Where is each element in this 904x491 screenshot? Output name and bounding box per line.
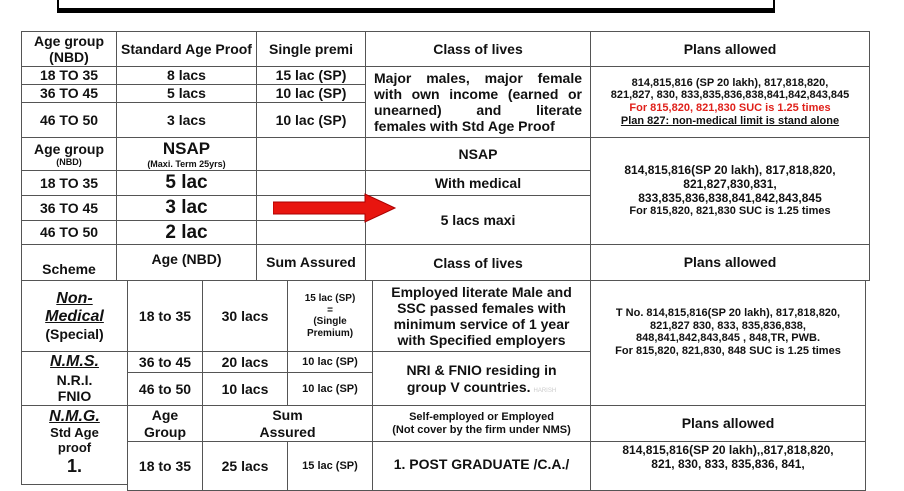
- age-cell: 46 TO 50: [21, 102, 117, 138]
- nsap-term-label: (Maxi. Term 25yrs): [147, 158, 226, 169]
- class-line: Employed literate Male and: [391, 283, 572, 300]
- header-plans-allowed: Plans allowed: [590, 31, 870, 67]
- watermark: HARISH: [533, 387, 557, 394]
- sp-line: 15 lac (SP): [304, 293, 356, 304]
- plans-line: T No. 814,815,816(SP 20 lakh), 817,818,820,: [615, 307, 841, 319]
- sp-cell: 10 lac (SP): [256, 102, 366, 138]
- sum-cell: 10 lacs: [202, 372, 288, 406]
- sp-cell: 10 lac (SP): [287, 372, 373, 406]
- std-cell: 3 lacs: [116, 102, 257, 138]
- nsap-age-header: [21, 137, 117, 171]
- class-line: minimum service of 1 year: [393, 316, 570, 332]
- plans-line: 833,835,836,838,841,842,843,845: [638, 190, 822, 205]
- age-cell: 36 TO 45: [21, 84, 117, 103]
- sp-cell: 10 lac (SP): [256, 84, 366, 103]
- nms-class: [372, 351, 591, 406]
- plans-line: 821,827, 830, 833,835,836,838,841,842,843,845: [610, 89, 850, 102]
- nbd-label: (NBD): [56, 156, 82, 167]
- nmg-sub: 1.: [66, 456, 82, 477]
- nmg-title: N.M.G.: [49, 408, 100, 425]
- nmg-sub: proof: [57, 440, 92, 456]
- plans-allowed-nsap: [590, 137, 870, 245]
- header-plans-allowed: Plans allowed: [590, 244, 870, 281]
- plans-line: For 815,820, 821,830 SUC is 1.25 times: [629, 205, 831, 218]
- non-medical-sub: (Special): [45, 326, 104, 343]
- sp-line: =: [327, 304, 333, 316]
- std-cell: 5 lacs: [116, 84, 257, 103]
- plans-line: 814,815,816(SP 20 lakh),,817,818,820,: [622, 443, 834, 457]
- nmg-scheme: [21, 405, 128, 485]
- nmg-class: 1. POST GRADUATE /C.A./: [372, 441, 591, 491]
- class-line: Major males, major female: [374, 69, 582, 86]
- sum-cell: 25 lacs: [202, 441, 288, 491]
- nsap-class-title: NSAP: [365, 137, 591, 171]
- class-line: females with Std Age Proof: [374, 118, 555, 135]
- nmg-plans: [590, 441, 866, 491]
- header-class-of-lives: Class of lives: [365, 244, 591, 281]
- nms-sub: N.R.I.: [56, 371, 93, 388]
- age-cell: 46 to 50: [127, 372, 203, 406]
- age-cell: 18 to 35: [127, 441, 203, 491]
- nmg-sub: Std Age: [50, 425, 99, 441]
- header-single-premium: Single premi: [256, 31, 366, 67]
- class-line: unearned) and literate: [374, 102, 582, 118]
- sp-line: (Single: [313, 316, 347, 327]
- header-sum-assured: Sum Assured: [256, 244, 366, 281]
- sp-cell: 10 lac (SP): [287, 351, 373, 373]
- age-group-label: Age group: [34, 140, 104, 157]
- age-cell: 36 TO 45: [21, 195, 117, 221]
- nmg-age-header: Age Group: [127, 405, 203, 442]
- nsap-cell: 2 lac: [116, 220, 257, 245]
- header-standard-age-proof: Standard Age Proof: [116, 31, 257, 67]
- age-cell: 18 to 35: [127, 280, 203, 352]
- class-line: NRI & FNIO residing in: [406, 362, 557, 379]
- right-arrow-icon: [273, 193, 398, 225]
- nms-sub: FNIO: [57, 387, 92, 404]
- header-age-nbd: Age (NBD): [116, 244, 257, 281]
- header-class-of-lives: Class of lives: [365, 31, 591, 67]
- plans-line: 814,815,816 (SP 20 lakh), 817,818,820,: [631, 76, 829, 89]
- plans-line: 814,815,816(SP 20 lakh), 817,818,820,: [624, 162, 836, 177]
- class-line: with Specified employers: [397, 332, 566, 349]
- age-cell: 18 TO 35: [21, 170, 117, 196]
- max-cell: 5 lacs maxi: [365, 195, 591, 245]
- class-line: with own income (earned or: [374, 85, 582, 102]
- class-line: SSC passed females with: [397, 299, 566, 316]
- with-medical-cell: With medical: [365, 170, 591, 196]
- age-cell: 36 to 45: [127, 351, 203, 373]
- header-scheme: Scheme: [21, 244, 117, 281]
- nmg-class-header: [372, 405, 591, 442]
- non-medical-title: Non-Medical: [45, 289, 104, 325]
- class-of-lives-standard: [365, 66, 591, 138]
- nmg-plans-header: Plans allowed: [590, 405, 866, 442]
- plans-line: 821,827,830,831,: [683, 176, 777, 191]
- plans-allowed-standard: [590, 66, 870, 138]
- class-text: group V countries.: [406, 378, 531, 395]
- class-header-line: Self-employed or Employed: [409, 410, 554, 423]
- nsap-label: NSAP: [162, 139, 211, 159]
- sp-cell: [287, 280, 373, 352]
- plans-827-note: Plan 827: non-medical limit is stand alone: [620, 114, 840, 127]
- nms-title: N.M.S.: [50, 353, 99, 371]
- class-header-line: (Not cover by the firm under NMS): [392, 423, 571, 436]
- sp-line: Premium): [306, 327, 354, 339]
- nsap-header: [116, 137, 257, 171]
- plans-line: 848,841,842,843,845 , 848,TR, PWB.: [635, 332, 821, 345]
- age-cell: 46 TO 50: [21, 220, 117, 245]
- sp-cell: 15 lac (SP): [287, 441, 373, 491]
- non-medical-scheme: [21, 280, 128, 352]
- sum-cell: 30 lacs: [202, 280, 288, 352]
- title-box: [57, 0, 775, 13]
- nmg-sum-header: Sum Assured: [202, 405, 373, 442]
- non-medical-class: [372, 280, 591, 352]
- header-age-group: Age group (NBD): [21, 31, 117, 67]
- std-cell: 8 lacs: [116, 66, 257, 85]
- plans-suc-note: For 815,820, 821,830 SUC is 1.25 times: [629, 102, 831, 114]
- sp-cell: 15 lac (SP): [256, 66, 366, 85]
- nsap-cell: 3 lac: [116, 195, 257, 221]
- age-cell: 18 TO 35: [21, 66, 117, 85]
- nsap-cell: 5 lac: [116, 170, 257, 196]
- plans-line: 821, 830, 833, 835,836, 841,: [651, 456, 805, 471]
- nms-scheme: [21, 351, 128, 406]
- class-line: [407, 379, 556, 395]
- sum-cell: 20 lacs: [202, 351, 288, 373]
- plans-line: For 815,820, 821,830, 848 SUC is 1.25 times: [615, 344, 841, 357]
- plans-line: 821,827 830, 833, 835,836,838,: [650, 319, 806, 332]
- plans-allowed-nonmedical: [590, 280, 866, 406]
- empty-cell: [256, 137, 366, 171]
